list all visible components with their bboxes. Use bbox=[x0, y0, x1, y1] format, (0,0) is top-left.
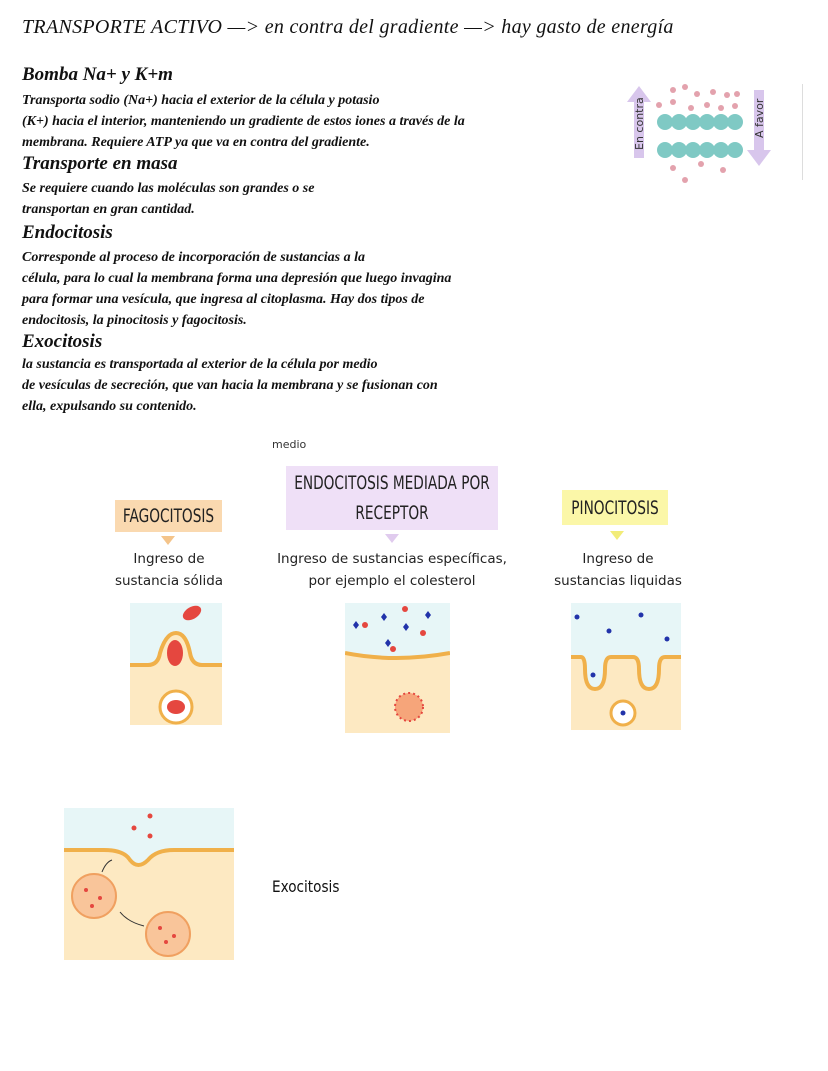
heading-bomba: Bomba Na+ y K+m bbox=[22, 64, 173, 85]
arrow-down-icon bbox=[161, 536, 175, 545]
en-contra-label: En contra bbox=[633, 97, 646, 150]
receptor-illustration bbox=[345, 603, 450, 733]
heading-endocitosis: Endocitosis bbox=[22, 222, 113, 243]
exocitosis-text bbox=[22, 354, 438, 417]
text-line: ella, expulsando su contenido. bbox=[22, 399, 197, 414]
endocitosis-text bbox=[22, 247, 451, 331]
text-line: la sustancia es transportada al exterior de la célula por medio bbox=[22, 357, 378, 372]
exocitosis-label: Exocitosis bbox=[272, 877, 340, 896]
fagocitosis-illustration bbox=[130, 603, 222, 725]
bomba-text bbox=[22, 90, 465, 153]
heading-exocitosis: Exocitosis bbox=[22, 331, 103, 352]
receptor-caption: Ingreso de sustancias específicas, por ejemplo el colesterol bbox=[277, 551, 507, 589]
text-line: membrana. Requiere ATP ya que va en contra del gradiente. bbox=[22, 135, 370, 150]
arrow-down-icon bbox=[385, 534, 399, 543]
text-line: para formar una vesícula, que ingresa al citoplasma. Hay dos tipos de bbox=[22, 292, 425, 307]
heading-transporte-masa: Transporte en masa bbox=[22, 153, 178, 174]
text-line: (K+) hacia el interior, manteniendo un gradiente de estos iones a través de la bbox=[22, 114, 465, 129]
masa-text bbox=[22, 178, 314, 220]
fagocitosis-title: FAGOCITOSIS bbox=[122, 505, 215, 527]
fagocitosis-caption: Ingreso de sustancia sólida bbox=[114, 551, 224, 589]
text-line: transportan en gran cantidad. bbox=[22, 202, 195, 217]
page-title: TRANSPORTE ACTIVO —> en contra del gradiente —> hay gasto de energía bbox=[22, 16, 674, 38]
text-line: Corresponde al proceso de incorporación de sustancias a la bbox=[22, 250, 366, 265]
pinocitosis-caption: Ingreso de sustancias liquidas bbox=[554, 551, 682, 589]
text-line: Transporta sodio (Na+) hacia el exterior de la célula y potasio bbox=[22, 93, 380, 108]
divider bbox=[802, 84, 803, 180]
a-favor-label: A favor bbox=[753, 98, 766, 138]
pinocitosis-title: PINOCITOSIS bbox=[571, 497, 659, 519]
pinocitosis-illustration bbox=[571, 603, 681, 730]
text-line: Se requiere cuando las moléculas son grandes o se bbox=[22, 181, 315, 196]
membrane-gradient-figure bbox=[625, 80, 775, 185]
medio-label: medio bbox=[272, 438, 307, 451]
receptor-title: ENDOCITOSIS MEDIADA POR RECEPTOR bbox=[294, 472, 490, 524]
arrow-down-icon bbox=[610, 531, 624, 540]
exocitosis-illustration bbox=[64, 808, 234, 960]
text-line: de vesículas de secreción, que van hacia la membrana y se fusionan con bbox=[22, 378, 438, 393]
text-line: endocitosis, la pinocitosis y fagocitosis. bbox=[22, 313, 247, 328]
text-line: célula, para lo cual la membrana forma una depresión que luego invagina bbox=[22, 271, 452, 286]
